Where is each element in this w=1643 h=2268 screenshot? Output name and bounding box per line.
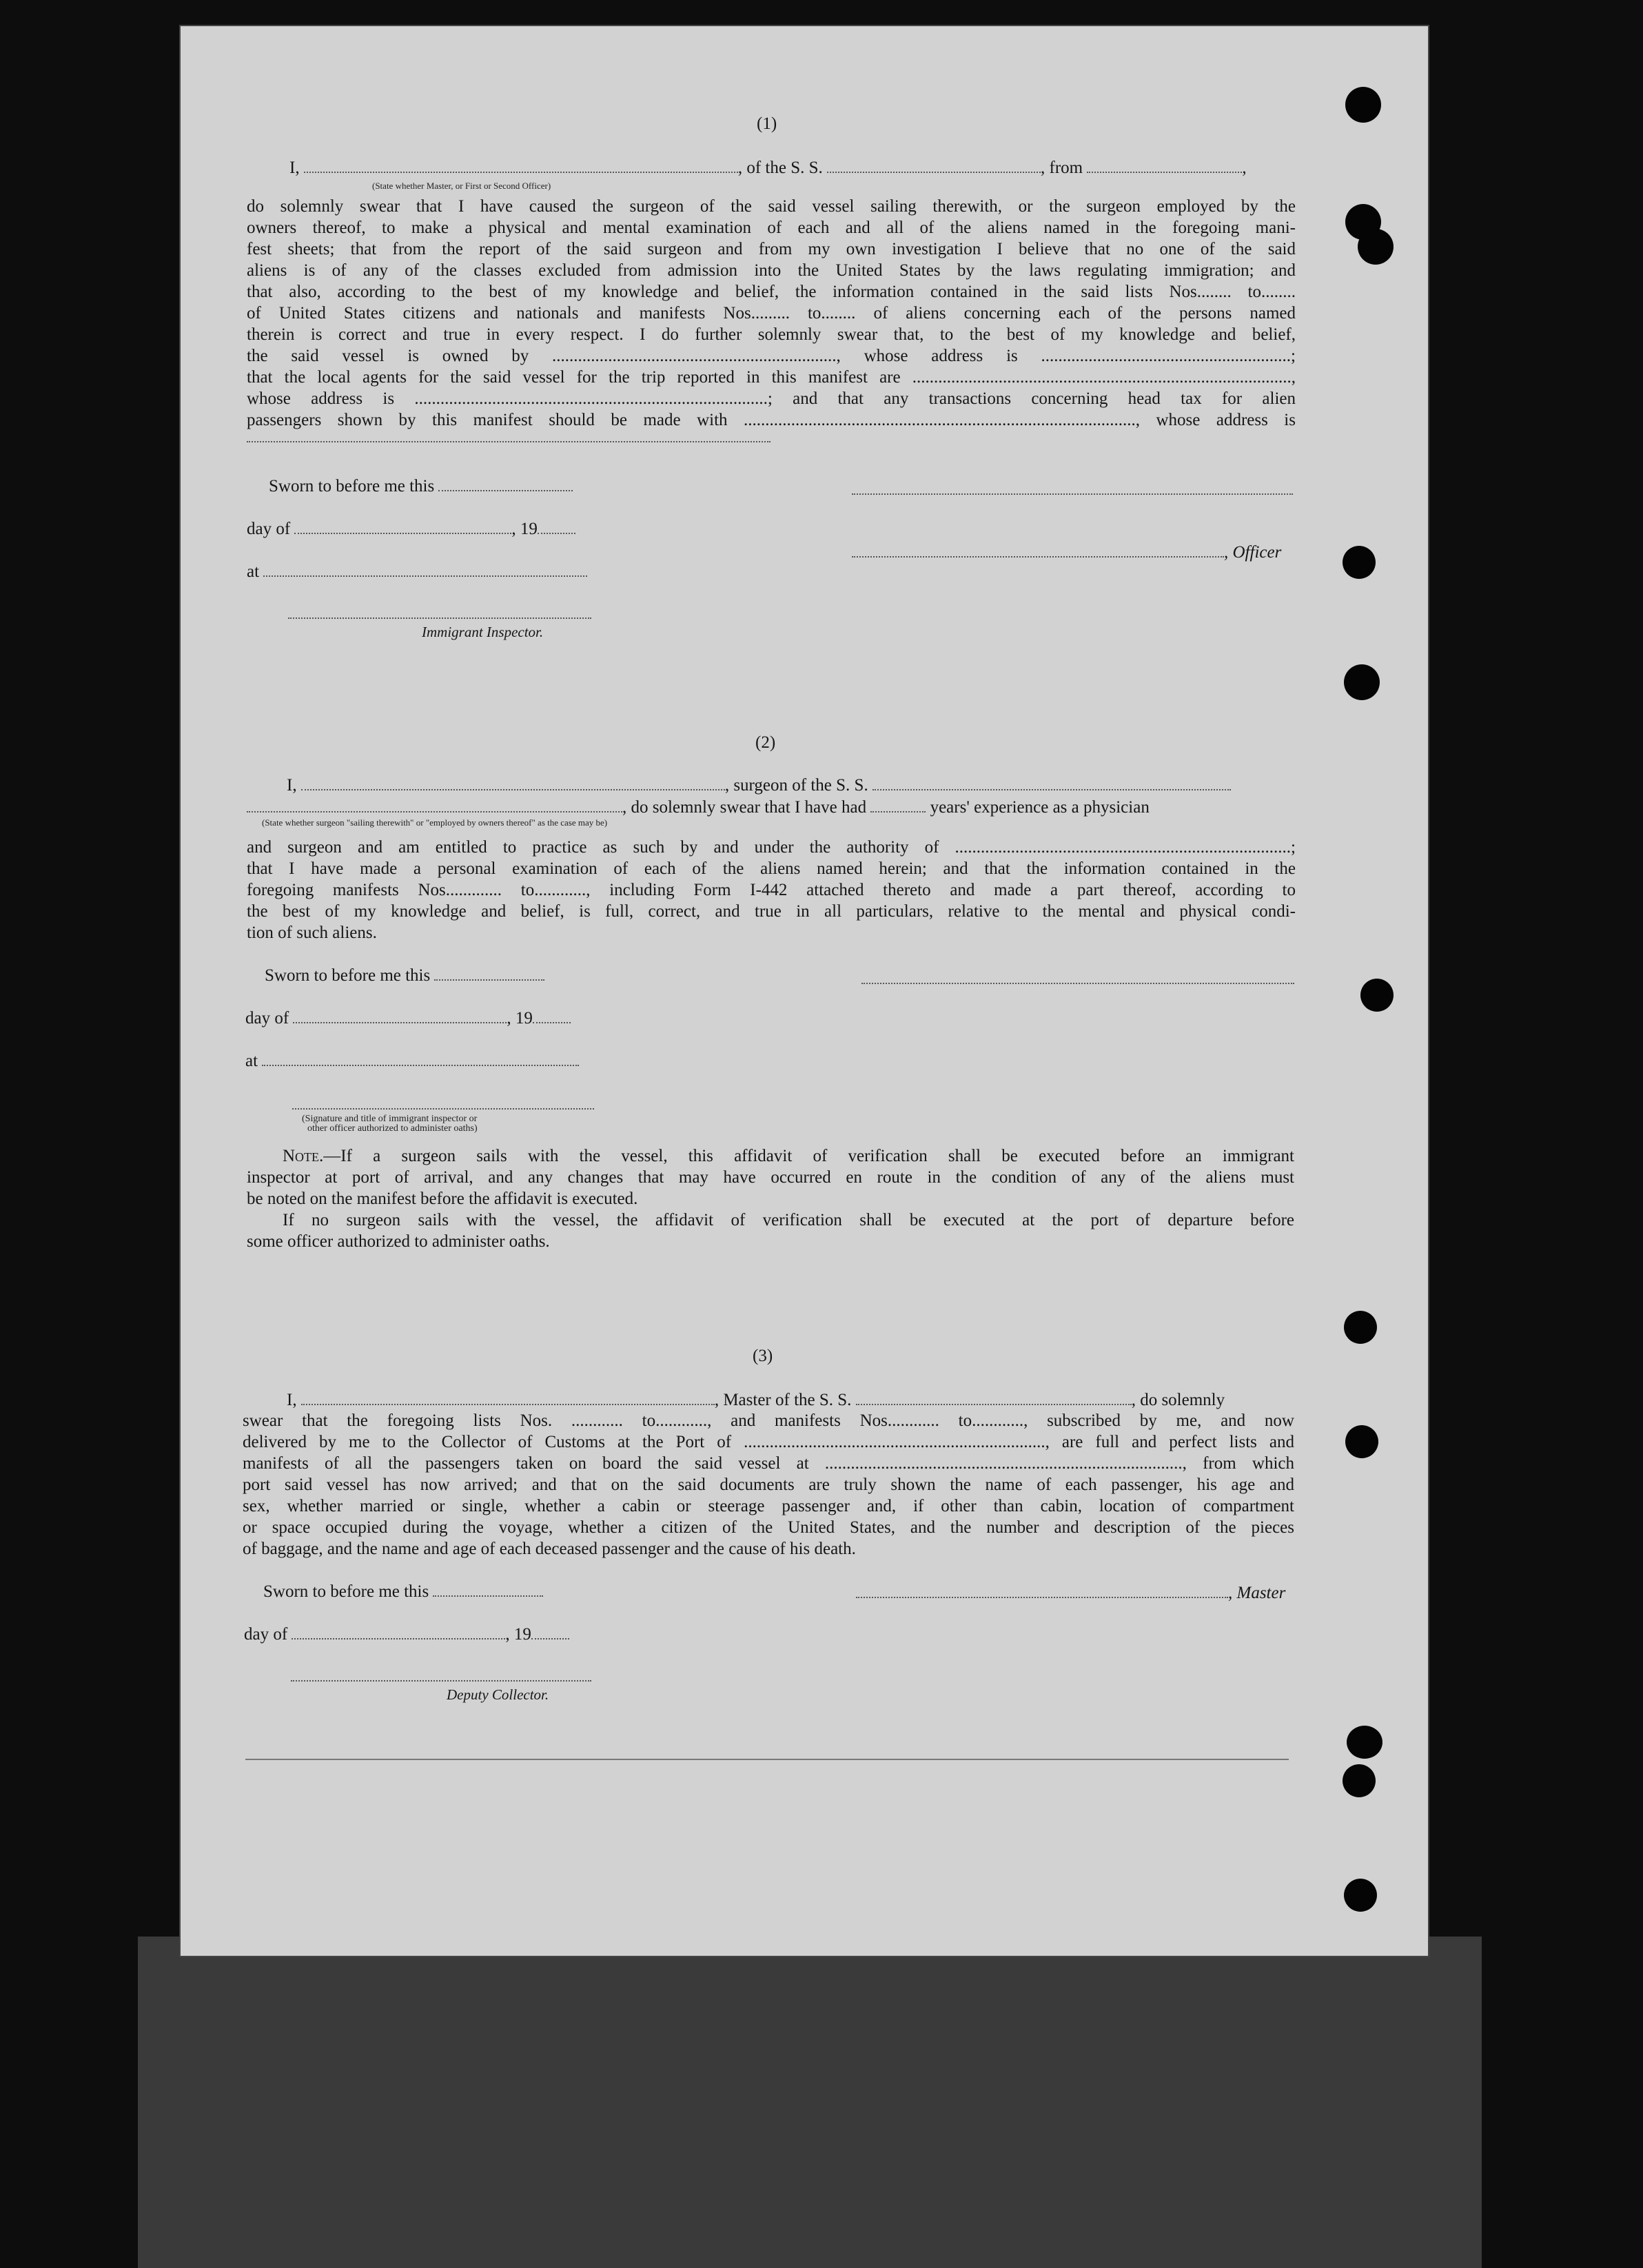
sworn-label: Sworn to before me this [265,966,431,985]
year-blank [538,533,575,534]
note-label: Note. [283,1147,324,1165]
punch-hole [1344,1311,1377,1344]
note-text: —If a surgeon sails with the vessel, this affidavit of verification shall be executed before an immigrant [323,1147,1294,1165]
at-line-1 [247,561,587,582]
year-blank [531,1638,569,1639]
note-line: If no surgeon sails with the vessel, the affidavit of verification shall be executed at the port of departure before [283,1211,1294,1229]
affidavit-line: passengers shown by this manifest should be made with ..........................................................................................., whose address is [247,411,1296,429]
section-1-heading: (1) [757,114,777,133]
officer-label: , Officer [1224,543,1282,562]
day-of-line-3 [244,1624,569,1645]
punch-hole [1345,1425,1378,1458]
years-experience-label: years' experience as a physician [930,798,1150,817]
affidavit-line: manifests of all the passengers taken on board the said vessel at ..................................................................................., from which [243,1454,1294,1473]
punch-hole [1347,1726,1382,1759]
day-of-label: day of [244,1625,288,1644]
affidavit-line: whose address is ..................................................................................; and that any transactions concerning head tax for alien [247,389,1296,408]
sworn-date-blank [434,979,544,981]
affidavit-line: that also, according to the best of my knowledge and belief, the information contained in the said lists Nos........ to........ [247,283,1296,301]
affidavit-line: port said vessel has now arrived; and that on the said documents are truly shown the name of each passenger, his age and [243,1475,1294,1494]
from-label: , from [1041,159,1083,177]
deputy-collector-label: Deputy Collector. [447,1686,549,1703]
section-2-affidavit-text [247,837,1296,922]
sworn-label: Sworn to before me this [263,1582,429,1601]
officer-signature-line [852,542,1281,563]
inspector-signature-blank [288,617,591,619]
bottom-rule [245,1759,1289,1760]
master-name-blank [301,1404,715,1405]
note-last-line: be noted on the manifest before the affidavit is executed. [247,1189,638,1208]
section-2-opening-line [287,775,1231,796]
master-of-ship-label: , Master of the S. S. [714,1391,852,1409]
pronoun-i: I, [287,1391,297,1409]
pronoun-i: I, [289,159,300,177]
note-paragraph [247,1145,1294,1188]
section-3-opening-line [287,1389,1225,1411]
ship-name-blank [827,172,1041,173]
address-continuation-blank [247,441,771,442]
surgeon-signature-blank [861,983,1294,984]
affidavit-line: that the local agents for the said vessel for the trip reported in this manifest are ........................................................................................, [247,368,1296,387]
section-1-affidavit-text [247,196,1296,431]
sworn-date-blank [438,490,573,491]
signature-title-note-1: (Signature and title of immigrant inspector or [302,1114,478,1124]
sworn-label: Sworn to before me this [269,477,435,496]
punch-hole [1343,1764,1376,1797]
section-2-heading: (2) [755,733,776,752]
pronoun-i: I, [287,776,297,795]
affidavit-line: owners thereof, to make a physical and mental examination of each and all of the aliens named in the foregoing mani- [247,218,1296,237]
day-of-line-2 [245,1008,571,1029]
at-line-2 [245,1050,579,1072]
officer-signature-blank-top [852,493,1293,495]
ship-name-blank [872,789,1231,790]
affidavit-line: aliens is of any of the classes excluded from admission into the United States by the laws regulating immigration; and [247,261,1296,280]
punch-hole [1345,87,1381,123]
year-label: , 19 [511,520,538,538]
punch-hole [1343,546,1376,579]
signature-title-note-2: other officer authorized to administer oaths) [307,1123,478,1134]
affidavit-last-line: of baggage, and the name and age of each deceased passenger and the cause of his death. [243,1540,856,1558]
immigrant-inspector-label: Immigrant Inspector. [422,624,544,640]
at-label: at [247,562,260,581]
sworn-date-blank [433,1595,543,1597]
officer-signature-blank [852,556,1224,558]
sworn-line-2 [265,965,544,986]
affidavit-line: the best of my knowledge and belief, is full, correct, and true in all particulars, relative to the mental and physical condi- [247,902,1296,921]
at-label: at [245,1052,258,1070]
month-blank [293,1022,507,1023]
affidavit-line: sex, whether married or single, whether a cabin or steerage passenger and, if other than cabin, location of compartment [243,1497,1294,1515]
day-of-label: day of [247,520,291,538]
surgeon-name-blank [301,789,725,790]
note-2-last-line: some officer authorized to administer oaths. [247,1232,550,1251]
sworn-line-1 [269,476,573,497]
master-signature-line [856,1582,1285,1604]
day-of-label: day of [245,1009,289,1028]
of-ship-label: , of the S. S. [737,159,823,177]
master-signature-blank [856,1597,1228,1598]
section-3-affidavit-text [243,1410,1294,1538]
section-1-opening-line [289,157,1247,178]
year-label: , 19 [505,1625,531,1644]
surgeon-status-note: (State whether surgeon "sailing therewith" or "employed by owners thereof" as the case may be) [262,817,608,828]
officer-name-blank [304,172,738,173]
day-of-line-1 [247,518,575,540]
departure-port-blank [1087,172,1242,173]
ship-name-blank [856,1404,1132,1405]
master-label: , Master [1228,1584,1286,1602]
note-line: inspector at port of arrival, and any changes that may have occurred en route in the condition of any of the aliens must [247,1168,1294,1187]
month-blank [294,533,511,534]
affidavit-line: foregoing manifests Nos............. to............, including Form I-442 attached thereto and made a part thereof, according to [247,881,1296,899]
year-blank [533,1022,571,1023]
affidavit-line: therein is correct and true in every respect. I do further solemnly swear that, to the best of my knowledge and belief, [247,325,1296,344]
place-blank [263,575,587,577]
officer-rank-note: (State whether Master, or First or Second Officer) [372,181,551,191]
swear-label: , do solemnly swear that I have had [622,798,867,817]
note-line [247,1145,1294,1167]
place-blank [262,1065,579,1066]
section-3-heading: (3) [753,1347,773,1365]
punch-hole [1358,229,1394,265]
affidavit-line: do solemnly swear that I have caused the surgeon of the said vessel sailing therewith, or the surgeon employed by the [247,197,1296,216]
punch-hole [1360,979,1394,1012]
affidavit-line: swear that the foregoing lists Nos. ............ to............, and manifests Nos............ to............, subscribed by me, and now [243,1411,1294,1430]
scan-background-strip [138,1937,1482,2268]
affidavit-line: or space occupied during the voyage, whether a citizen of the United States, and the number and description of the pieces [243,1518,1294,1537]
surgeon-of-ship-label: , surgeon of the S. S. [724,776,868,795]
surgeon-status-blank [247,811,622,813]
affidavit-line: fest sheets; that from the report of the said surgeon and from my own investigation I believe that no one of the said [247,240,1296,258]
affidavit-last-line: tion of such aliens. [247,923,377,942]
section-2-second-line [247,797,1150,818]
note-2-paragraph [247,1209,1294,1231]
affidavit-line: of United States citizens and nationals and manifests Nos......... to........ of aliens concerning each of the persons named [247,304,1296,323]
punch-hole [1344,664,1380,700]
affidavit-line: delivered by me to the Collector of Customs at the Port of ......................................................................, are full and perfect lists and [243,1433,1294,1451]
affidavit-line: the said vessel is owned by .................................................................., whose address is ..........................................................; [247,347,1296,365]
solemnly-label: , do solemnly [1131,1391,1225,1409]
sworn-line-3 [263,1581,543,1602]
collector-signature-blank [291,1680,591,1682]
years-blank [870,811,926,813]
affidavit-line: and surgeon and am entitled to practice as such by and under the authority of ..............................................................................; [247,838,1296,857]
punch-hole [1344,1879,1377,1912]
year-label: , 19 [507,1009,533,1028]
month-blank [292,1638,505,1639]
comma: , [1242,159,1247,177]
inspector-signature-blank [292,1108,594,1110]
affidavit-line: that I have made a personal examination of each of the aliens named herein; and that the information contained in the [247,859,1296,878]
